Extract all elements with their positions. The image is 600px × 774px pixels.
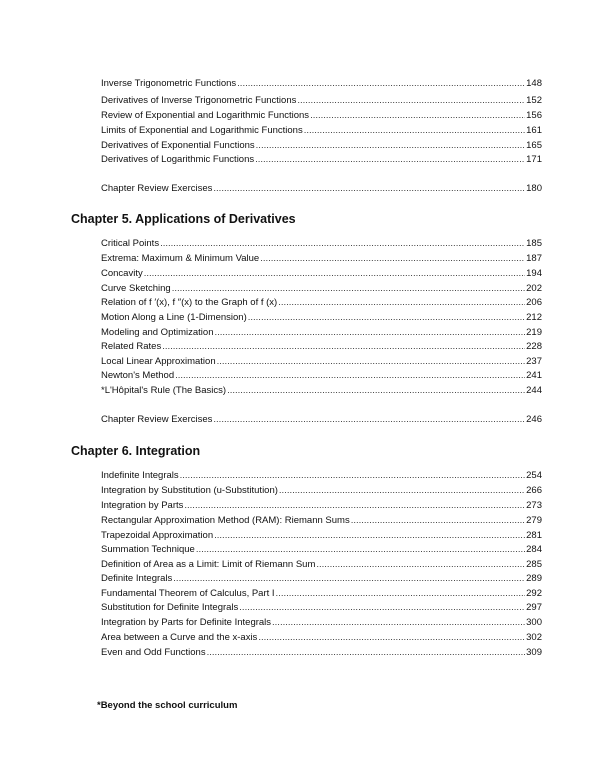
- dot-leader: [258, 631, 525, 644]
- toc-entry-label: Review of Exponential and Logarithmic Functions: [101, 110, 310, 121]
- toc-entry-label: Integration by Substitution (u-Substitution): [101, 485, 278, 496]
- toc-entry[interactable]: [101, 543, 542, 556]
- toc-entry-label: Integration by Parts: [101, 500, 184, 511]
- toc-entry[interactable]: [101, 77, 542, 90]
- toc-entry[interactable]: [101, 237, 542, 250]
- footnote: *Beyond the school curriculum: [97, 700, 238, 711]
- toc-entry-page: 228: [526, 341, 542, 352]
- dot-leader: [316, 558, 525, 571]
- toc-entry-label: Relation of f ′(x), f ″(x) to the Graph of f (x): [101, 297, 278, 308]
- dot-leader: [184, 499, 525, 512]
- toc-entry-page: 171: [526, 154, 542, 165]
- toc-entry-label: Related Rates: [101, 341, 162, 352]
- toc-entry[interactable]: [101, 182, 542, 195]
- toc-entry-label: Derivatives of Inverse Trigonometric Functions: [101, 95, 297, 106]
- dot-leader: [196, 543, 525, 556]
- toc-entry[interactable]: [101, 340, 542, 353]
- toc-entry-label: Inverse Trigonometric Functions: [101, 78, 237, 89]
- toc-entry[interactable]: [101, 499, 542, 512]
- toc-entry[interactable]: [101, 124, 542, 137]
- toc-entry[interactable]: [101, 646, 542, 659]
- toc-entry-label: Indefinite Integrals: [101, 470, 179, 481]
- toc-entry-page: 165: [526, 140, 542, 151]
- toc-entry-page: 156: [526, 110, 542, 121]
- toc-entry[interactable]: [101, 252, 542, 265]
- toc-entry-label: Area between a Curve and the x-axis: [101, 632, 258, 643]
- toc-entry-label: Newton's Method: [101, 370, 175, 381]
- dot-leader: [278, 296, 525, 309]
- toc-entry-page: 206: [526, 297, 542, 308]
- toc-entry-page: 285: [526, 559, 542, 570]
- dot-leader: [160, 237, 525, 250]
- toc-entry-page: 244: [526, 385, 542, 396]
- toc-entry[interactable]: [101, 469, 542, 482]
- toc-entry-label: Integration by Parts for Definite Integrals: [101, 617, 272, 628]
- toc-entry-page: 279: [526, 515, 542, 526]
- toc-entry-page: 202: [526, 283, 542, 294]
- toc-entry-page: 284: [526, 544, 542, 555]
- toc-entry-page: 289: [526, 573, 542, 584]
- toc-entry-page: 300: [526, 617, 542, 628]
- toc-entry-page: 148: [526, 78, 542, 89]
- toc-entry-page: 266: [526, 485, 542, 496]
- toc-entry[interactable]: [101, 514, 542, 527]
- toc-entry[interactable]: [101, 529, 542, 542]
- toc-entry-label: Definition of Area as a Limit: Limit of Riemann Sum: [101, 559, 316, 570]
- toc-entry-label: Fundamental Theorem of Calculus, Part I: [101, 588, 275, 599]
- toc-entry-label: Trapezoidal Approximation: [101, 530, 214, 541]
- toc-entry-label: Summation Technique: [101, 544, 195, 555]
- dot-leader: [173, 572, 525, 585]
- toc-entry-label: Rectangular Approximation Method (RAM): Riemann Sums: [101, 515, 350, 526]
- toc-entry[interactable]: [101, 631, 542, 644]
- dot-leader: [217, 355, 526, 368]
- toc-entry-label: Derivatives of Logarithmic Functions: [101, 154, 255, 165]
- toc-entry-label: Concavity: [101, 268, 143, 279]
- dot-leader: [310, 109, 525, 122]
- dot-leader: [227, 384, 525, 397]
- toc-entry-page: 152: [526, 95, 542, 106]
- toc-entry[interactable]: [101, 616, 542, 629]
- dot-leader: [237, 77, 525, 90]
- dot-leader: [214, 529, 525, 542]
- dot-leader: [260, 252, 525, 265]
- dot-leader: [207, 646, 526, 659]
- toc-entry-label: Even and Odd Functions: [101, 647, 206, 658]
- toc-entry[interactable]: [101, 384, 542, 397]
- toc-entry-page: 281: [526, 530, 542, 541]
- toc-entry-label: Chapter Review Exercises: [101, 414, 213, 425]
- toc-entry[interactable]: [101, 153, 542, 166]
- dot-leader: [213, 413, 525, 426]
- toc-entry[interactable]: [101, 355, 542, 368]
- toc-entry-label: Limits of Exponential and Logarithmic Functions: [101, 125, 303, 136]
- dot-leader: [214, 326, 525, 339]
- toc-entry-page: 254: [526, 470, 542, 481]
- dot-leader: [239, 601, 525, 614]
- toc-entry[interactable]: [101, 139, 542, 152]
- dot-leader: [351, 514, 525, 527]
- toc-entry[interactable]: [101, 558, 542, 571]
- dot-leader: [279, 484, 525, 497]
- toc-entry-label: Motion Along a Line (1-Dimension): [101, 312, 247, 323]
- toc-entry-page: 297: [526, 602, 542, 613]
- toc-entry-label: *L'Hôpital's Rule (The Basics): [101, 385, 227, 396]
- toc-entry[interactable]: [101, 311, 542, 324]
- toc-entry-page: 309: [526, 647, 542, 658]
- toc-entry-label: Local Linear Approximation: [101, 356, 216, 367]
- toc-entry[interactable]: [101, 587, 542, 600]
- dot-leader: [144, 267, 525, 280]
- toc-entry[interactable]: [101, 601, 542, 614]
- toc-entry-page: 292: [526, 588, 542, 599]
- chapter-5-heading[interactable]: Chapter 5. Applications of Derivatives: [71, 212, 296, 226]
- toc-entry[interactable]: [101, 326, 542, 339]
- toc-entry-label: Curve Sketching: [101, 283, 171, 294]
- toc-entry[interactable]: [101, 109, 542, 122]
- toc-entry-label: Definite Integrals: [101, 573, 173, 584]
- dot-leader: [272, 616, 525, 629]
- dot-leader: [175, 369, 525, 382]
- toc-entry-page: 241: [526, 370, 542, 381]
- toc-entry[interactable]: [101, 94, 542, 107]
- toc-entry[interactable]: [101, 267, 542, 280]
- toc-entry-label: Modeling and Optimization: [101, 327, 214, 338]
- dot-leader: [255, 153, 525, 166]
- dot-leader: [276, 587, 526, 600]
- toc-entry-page: 273: [526, 500, 542, 511]
- toc-entry-label: Derivatives of Exponential Functions: [101, 140, 255, 151]
- toc-entry-page: 212: [526, 312, 542, 323]
- toc-entry-label: Critical Points: [101, 238, 160, 249]
- dot-leader: [297, 94, 525, 107]
- toc-entry-page: 219: [526, 327, 542, 338]
- toc-entry-page: 180: [526, 183, 542, 194]
- toc-entry[interactable]: [101, 413, 542, 426]
- dot-leader: [256, 139, 525, 152]
- chapter-6-heading[interactable]: Chapter 6. Integration: [71, 444, 201, 458]
- toc-entry[interactable]: [101, 484, 542, 497]
- toc-entry-page: 194: [526, 268, 542, 279]
- dot-leader: [248, 311, 525, 324]
- dot-leader: [162, 340, 525, 353]
- toc-entry[interactable]: [101, 296, 542, 309]
- dot-leader: [213, 182, 525, 195]
- dot-leader: [304, 124, 525, 137]
- toc-entry[interactable]: [101, 572, 542, 585]
- toc-entry-page: 185: [526, 238, 542, 249]
- toc-entry-page: 302: [526, 632, 542, 643]
- toc-entry-label: Chapter Review Exercises: [101, 183, 213, 194]
- toc-entry-page: 237: [526, 356, 542, 367]
- toc-entry-page: 187: [526, 253, 542, 264]
- toc-entry-page: 246: [526, 414, 542, 425]
- toc-entry[interactable]: [101, 282, 542, 295]
- dot-leader: [180, 469, 526, 482]
- toc-entry-page: 161: [526, 125, 542, 136]
- toc-entry[interactable]: [101, 369, 542, 382]
- dot-leader: [172, 282, 525, 295]
- toc-entry-label: Substitution for Definite Integrals: [101, 602, 239, 613]
- toc-entry-label: Extrema: Maximum & Minimum Value: [101, 253, 260, 264]
